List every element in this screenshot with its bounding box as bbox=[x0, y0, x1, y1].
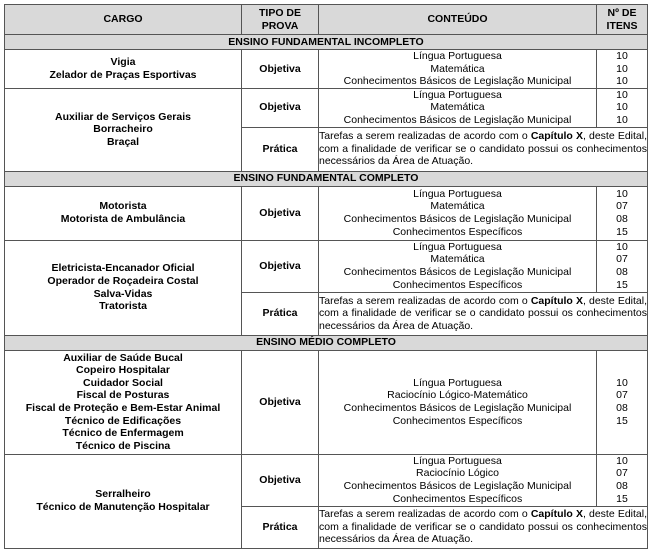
itens-value: 15 bbox=[616, 492, 628, 505]
conteudo-cell bbox=[319, 350, 597, 454]
cargo-name: Operador de Roçadeira Costal bbox=[47, 274, 199, 287]
conteudo-item: Língua Portuguesa bbox=[413, 187, 502, 200]
prova-table bbox=[4, 4, 648, 549]
itens-cell bbox=[597, 186, 648, 240]
conteudo-item: Conhecimentos Básicos de Legislação Municipal bbox=[343, 266, 572, 279]
cargo-name: Auxiliar de Saúde Bucal bbox=[63, 351, 183, 364]
conteudo-cell bbox=[319, 454, 597, 506]
tipo-prova-cell: Objetiva bbox=[242, 350, 319, 454]
header-tipo-line2: PROVA bbox=[261, 19, 299, 32]
itens-cell bbox=[597, 350, 648, 454]
cargo-name: Motorista de Ambulância bbox=[60, 213, 186, 226]
itens-value: 08 bbox=[616, 213, 628, 226]
cargo-cell bbox=[5, 50, 242, 89]
cargo-name: Técnico de Enfermagem bbox=[62, 427, 184, 440]
pratica-text-before: Tarefas a serem realizadas de acordo com o bbox=[319, 508, 531, 521]
table-row bbox=[5, 454, 648, 506]
cargo-name: Auxiliar de Serviços Gerais bbox=[55, 110, 191, 123]
itens-value: 10 bbox=[616, 101, 628, 114]
pratica-text-after: , deste Edital, com a finalidade de verificar se o candidato possui os conhecimentos necessários da Área de Atuação. bbox=[319, 130, 647, 168]
conteudo-item: Matemática bbox=[430, 101, 485, 114]
table-row bbox=[5, 88, 648, 127]
itens-value: 08 bbox=[616, 266, 628, 279]
cargo-cell bbox=[5, 454, 242, 548]
cargo-name: Serralheiro bbox=[95, 488, 151, 501]
header-row bbox=[5, 5, 648, 35]
table-row bbox=[5, 186, 648, 240]
tipo-prova-cell: Objetiva bbox=[242, 88, 319, 127]
cargo-name: Técnico de Piscina bbox=[75, 439, 171, 452]
conteudo-item: Matemática bbox=[430, 200, 485, 213]
conteudo-cell bbox=[319, 240, 597, 292]
pratica-text-chapter: Capítulo X bbox=[530, 508, 583, 521]
conteudo-item: Conhecimentos Básicos de Legislação Municipal bbox=[343, 113, 572, 126]
section-row bbox=[5, 335, 648, 350]
pratica-text-before: Tarefas a serem realizadas de acordo com o bbox=[319, 294, 531, 307]
section-fund-completo: ENSINO FUNDAMENTAL COMPLETO bbox=[5, 171, 648, 186]
cargo-cell bbox=[5, 350, 242, 454]
itens-value: 07 bbox=[616, 253, 628, 266]
cargo-name: Cuidador Social bbox=[83, 376, 163, 389]
cargo-name: Motorista bbox=[99, 200, 147, 213]
cargo-name: Tratorista bbox=[99, 300, 147, 313]
conteudo-item: Língua Portuguesa bbox=[413, 88, 502, 101]
itens-value: 15 bbox=[616, 278, 628, 291]
header-tipo bbox=[242, 5, 319, 35]
header-itens-line2: ITENS bbox=[606, 19, 638, 32]
conteudo-cell bbox=[319, 88, 597, 127]
cargo-name: Salva-Vidas bbox=[93, 287, 153, 300]
conteudo-item: Conhecimentos Específicos bbox=[392, 225, 523, 238]
itens-cell bbox=[597, 454, 648, 506]
cargo-cell bbox=[5, 240, 242, 335]
cargo-name: Vigia bbox=[110, 56, 136, 69]
itens-value: 10 bbox=[616, 376, 628, 389]
itens-value: 10 bbox=[616, 75, 628, 88]
cargo-name: Fiscal de Proteção e Bem-Estar Animal bbox=[25, 402, 221, 415]
itens-value: 15 bbox=[616, 414, 628, 427]
conteudo-item: Conhecimentos Básicos de Legislação Municipal bbox=[343, 75, 572, 88]
conteudo-cell bbox=[319, 50, 597, 89]
itens-cell bbox=[597, 88, 648, 127]
tipo-prova-cell: Prática bbox=[242, 292, 319, 335]
pratica-description bbox=[319, 506, 648, 548]
itens-cell bbox=[597, 50, 648, 89]
conteudo-item: Raciocínio Lógico bbox=[416, 467, 499, 480]
itens-value: 07 bbox=[616, 200, 628, 213]
conteudo-item: Conhecimentos Básicos de Legislação Municipal bbox=[343, 480, 572, 493]
table-row bbox=[5, 50, 648, 89]
header-itens bbox=[597, 5, 648, 35]
conteudo-item: Conhecimentos Básicos de Legislação Municipal bbox=[343, 213, 572, 226]
header-conteudo: CONTEÚDO bbox=[319, 5, 597, 35]
itens-value: 08 bbox=[616, 480, 628, 493]
tipo-prova-cell: Objetiva bbox=[242, 50, 319, 89]
table-row bbox=[5, 240, 648, 292]
conteudo-item: Conhecimentos Específicos bbox=[392, 492, 523, 505]
conteudo-item: Língua Portuguesa bbox=[413, 50, 502, 62]
cargo-name: Braçal bbox=[106, 135, 140, 148]
itens-value: 10 bbox=[616, 113, 628, 126]
pratica-text-after: , deste Edital, com a finalidade de verificar se o candidato possui os conhecimentos necessários da Área de Atuação. bbox=[319, 294, 647, 332]
cargo-cell bbox=[5, 186, 242, 240]
conteudo-item: Conhecimentos Específicos bbox=[392, 278, 523, 291]
conteudo-cell bbox=[319, 186, 597, 240]
pratica-text-chapter: Capítulo X bbox=[530, 294, 583, 307]
cargo-name: Borracheiro bbox=[93, 123, 153, 136]
conteudo-item: Conhecimentos Básicos de Legislação Municipal bbox=[343, 402, 572, 415]
cargo-name: Copeiro Hospitalar bbox=[76, 364, 170, 377]
section-row bbox=[5, 35, 648, 50]
conteudo-item: Matemática bbox=[430, 253, 485, 266]
table-row bbox=[5, 350, 648, 454]
section-medio-completo: ENSINO MÉDIO COMPLETO bbox=[5, 335, 648, 350]
itens-value: 10 bbox=[616, 454, 628, 467]
pratica-text-after: , deste Edital, com a finalidade de verificar se o candidato possui os conhecimentos necessários da Área de Atuação. bbox=[319, 508, 647, 546]
cargo-name: Zelador de Praças Esportivas bbox=[49, 68, 197, 81]
header-itens-line1: Nº DE bbox=[607, 6, 637, 19]
itens-value: 10 bbox=[616, 187, 628, 200]
section-row bbox=[5, 171, 648, 186]
cargo-name: Fiscal de Posturas bbox=[76, 389, 170, 402]
itens-cell bbox=[597, 240, 648, 292]
pratica-description bbox=[319, 292, 648, 335]
tipo-prova-cell: Prática bbox=[242, 506, 319, 548]
conteudo-item: Língua Portuguesa bbox=[413, 240, 502, 253]
cargo-cell bbox=[5, 88, 242, 171]
cargo-name: Técnico de Edificações bbox=[64, 414, 182, 427]
pratica-text-before: Tarefas a serem realizadas de acordo com o bbox=[319, 130, 531, 143]
itens-value: 08 bbox=[616, 402, 628, 415]
itens-value: 07 bbox=[616, 467, 628, 480]
tipo-prova-cell: Prática bbox=[242, 127, 319, 171]
itens-value: 10 bbox=[616, 240, 628, 253]
itens-value: 10 bbox=[616, 88, 628, 101]
conteudo-item: Língua Portuguesa bbox=[413, 454, 502, 467]
itens-value: 07 bbox=[616, 389, 628, 402]
pratica-description bbox=[319, 127, 648, 171]
header-tipo-line1: TIPO DE bbox=[258, 6, 301, 19]
conteudo-item: Raciocínio Lógico-Matemático bbox=[387, 389, 528, 402]
itens-value: 15 bbox=[616, 225, 628, 238]
tipo-prova-cell: Objetiva bbox=[242, 240, 319, 292]
conteudo-item: Matemática bbox=[430, 62, 485, 75]
conteudo-item: Língua Portuguesa bbox=[413, 376, 502, 389]
header-cargo: CARGO bbox=[5, 5, 242, 35]
tipo-prova-cell: Objetiva bbox=[242, 186, 319, 240]
section-fund-incompleto: ENSINO FUNDAMENTAL INCOMPLETO bbox=[5, 35, 648, 50]
itens-value: 10 bbox=[616, 50, 628, 62]
cargo-name: Técnico de Manutenção Hospitalar bbox=[36, 501, 210, 514]
conteudo-item: Conhecimentos Específicos bbox=[392, 414, 523, 427]
itens-value: 10 bbox=[616, 62, 628, 75]
pratica-text-chapter: Capítulo X bbox=[530, 130, 583, 143]
tipo-prova-cell: Objetiva bbox=[242, 454, 319, 506]
cargo-name: Eletricista-Encanador Oficial bbox=[51, 262, 195, 275]
